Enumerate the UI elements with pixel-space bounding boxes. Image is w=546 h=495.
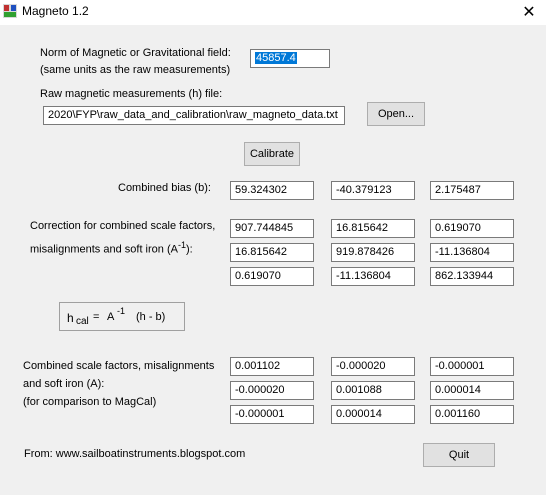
- window-title: Magneto 1.2: [22, 4, 89, 18]
- scale-cell-1-2[interactable]: 0.000014: [430, 381, 514, 400]
- correction-label-text: misalignments and soft iron (A: [30, 243, 178, 256]
- bias-label: Combined bias (b):: [118, 182, 211, 194]
- norm-input[interactable]: [250, 49, 330, 68]
- formula-cal-subscript: cal: [76, 316, 89, 327]
- source-credit: From: www.sailboatinstruments.blogspot.com: [24, 448, 246, 460]
- norm-value: 45857.4: [256, 52, 296, 64]
- correction-cell-1-0[interactable]: 16.815642: [230, 243, 314, 262]
- scale-cell-0-1[interactable]: -0.000020: [331, 357, 415, 376]
- close-icon: ✕: [522, 4, 536, 21]
- calibrate-button[interactable]: Calibrate: [244, 142, 300, 166]
- correction-cell-2-0[interactable]: 0.619070: [230, 267, 314, 286]
- bias-z-field[interactable]: 2.175487: [430, 181, 514, 200]
- formula-exponent: -1: [117, 306, 126, 316]
- bias-y-field[interactable]: -40.379123: [331, 181, 415, 200]
- scale-cell-1-0[interactable]: -0.000020: [230, 381, 314, 400]
- close-button[interactable]: [512, 0, 546, 25]
- scale-cell-0-0[interactable]: 0.001102: [230, 357, 314, 376]
- bias-x-field[interactable]: 59.324302: [230, 181, 314, 200]
- formula-h: h: [67, 311, 74, 325]
- scale-cell-2-1[interactable]: 0.000014: [331, 405, 415, 424]
- correction-cell-0-2[interactable]: 0.619070: [430, 219, 514, 238]
- correction-label-line1: Correction for combined scale factors,: [30, 220, 216, 232]
- formula-a: A: [107, 311, 115, 323]
- formula-equals: =: [93, 311, 100, 323]
- correction-cell-1-2[interactable]: -11.136804: [430, 243, 514, 262]
- norm-label-line2: (same units as the raw measurements): [40, 64, 231, 76]
- correction-cell-0-1[interactable]: 16.815642: [331, 219, 415, 238]
- scale-cell-2-2[interactable]: 0.001160: [430, 405, 514, 424]
- scale-label-line2: and soft iron (A):: [23, 378, 105, 390]
- title-bar: [0, 0, 546, 25]
- formula-box: [59, 302, 185, 331]
- formula-rest: (h - b): [136, 311, 166, 323]
- magneto-app-icon: [3, 4, 17, 18]
- quit-button[interactable]: Quit: [423, 443, 495, 467]
- norm-label-line1: Norm of Magnetic or Gravitational field:: [40, 47, 231, 59]
- file-label: Raw magnetic measurements (h) file:: [40, 88, 223, 100]
- correction-cell-0-0[interactable]: 907.744845: [230, 219, 314, 238]
- correction-cell-2-2[interactable]: 862.133944: [430, 267, 514, 286]
- correction-label-tail: ):: [185, 243, 193, 256]
- correction-cell-2-1[interactable]: -11.136804: [331, 267, 415, 286]
- file-path-value: 2020\FYP\raw_data_and_calibration\raw_magneto_data.txt: [48, 109, 338, 121]
- scale-label-line1: Combined scale factors, misalignments: [23, 360, 215, 372]
- scale-cell-0-2[interactable]: -0.000001: [430, 357, 514, 376]
- correction-label-exp: -1: [177, 240, 186, 250]
- scale-cell-1-1[interactable]: 0.001088: [331, 381, 415, 400]
- scale-cell-2-0[interactable]: -0.000001: [230, 405, 314, 424]
- open-button[interactable]: Open...: [367, 102, 425, 126]
- file-path-input[interactable]: [43, 106, 345, 125]
- correction-cell-1-1[interactable]: 919.878426: [331, 243, 415, 262]
- correction-label-line2: [30, 237, 193, 259]
- scale-label-line3: (for comparison to MagCal): [23, 396, 157, 408]
